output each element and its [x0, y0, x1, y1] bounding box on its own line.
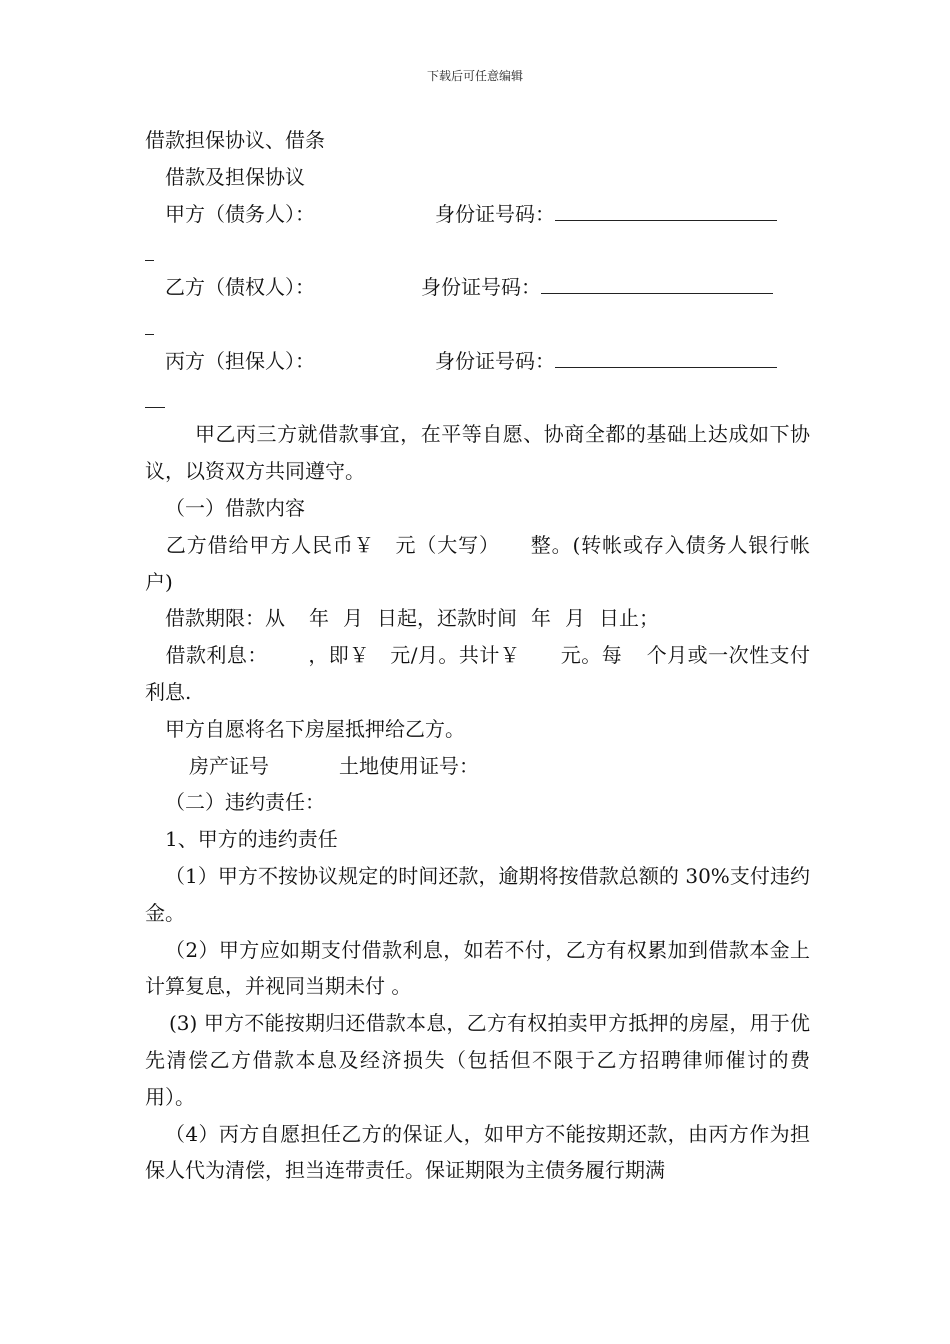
term-month-1: 月: [343, 606, 363, 631]
party-b-id-blank: [541, 275, 773, 294]
party-a-id-blank: [555, 202, 777, 221]
clause-4: （4）丙方自愿担任乙方的保证人，如甲方不能按期还款，由丙方作为担保人代为清偿，担当连带责任。保证期限为主债务履行期满: [145, 1121, 810, 1183]
term-text-3: 日止；: [599, 606, 659, 631]
term-year-1: 年: [309, 606, 329, 631]
party-a-label: 甲方（债务人）：: [165, 201, 315, 226]
sub-1-title: 1、甲方的违约责任: [165, 827, 338, 852]
intro-paragraph: 甲乙丙三方就借款事宜，在平等自愿、协商全都的基础上达成如下协议，以资双方共同遵守。: [145, 422, 810, 484]
loan-amount-paragraph: [145, 527, 810, 601]
party-c-row: [145, 343, 810, 380]
party-c-id-label: 身份证号码：: [435, 348, 555, 373]
term-text-2: 日起，还款时间: [377, 606, 517, 631]
property-cert-label: 房产证号: [189, 753, 269, 778]
party-b-id-label: 身份证号码：: [421, 275, 541, 300]
mortgage-statement: 甲方自愿将名下房屋抵押给乙方。: [165, 716, 465, 741]
loan-amount-text-1: 乙方借给甲方人民币￥: [165, 532, 375, 557]
document-title: 借款担保协议、借条: [145, 128, 325, 152]
clause-3: (3) 甲方不能按期归还借款本息，乙方有权拍卖甲方抵押的房屋，用于优先清偿乙方借款本息及经济损失（包括但不限于乙方招聘律师催讨的费用）。: [145, 1011, 810, 1109]
section-1-title: （一）借款内容: [165, 495, 305, 520]
party-c-id-blank-cont: [145, 380, 810, 417]
interest-text-4: 元。每: [560, 643, 623, 668]
party-b-id-blank-cont: [145, 306, 810, 343]
loan-amount-text-2: 元（大写）: [394, 532, 500, 557]
interest-text-3: 元/月。共计￥: [389, 643, 521, 668]
document-subtitle: 借款及担保协议: [165, 164, 305, 189]
interest-text-5: 个月或一次性支付利息.: [145, 643, 811, 704]
cert-row: [145, 748, 810, 785]
party-b-row: [145, 269, 810, 306]
section-2-title: （二）违约责任：: [165, 790, 325, 815]
party-c-label: 丙方（担保人）：: [165, 348, 315, 373]
party-b-label: 乙方（债权人）：: [165, 275, 315, 300]
interest-text-2: ，即￥: [307, 643, 370, 668]
party-a-id-blank-cont: [145, 232, 810, 269]
clause-1: （1）甲方不按协议规定的时间还款，逾期将按借款总额的 30%支付违约金。: [145, 863, 810, 925]
interest-paragraph: [145, 637, 810, 711]
term-year-2: 年: [531, 606, 551, 631]
party-c-id-blank: [555, 349, 777, 368]
clause-2: （2）甲方应如期支付借款利息，如若不付，乙方有权累加到借款本金上计算复息，并视同当期未付 。: [145, 937, 810, 999]
party-a-row: [145, 196, 810, 233]
term-text-1: 借款期限：从: [165, 606, 285, 631]
loan-term-row: [145, 600, 810, 637]
interest-text-1: 借款利息：: [165, 643, 268, 668]
land-cert-label: 土地使用证号：: [339, 753, 479, 778]
document-body: [145, 122, 810, 1189]
loan-amount-text-3: 整。(转帐或存入债务人银行帐户): [145, 532, 811, 594]
header-note: 下载后可任意编辑: [426, 69, 523, 83]
party-a-id-label: 身份证号码：: [435, 201, 555, 226]
term-month-2: 月: [565, 606, 585, 631]
